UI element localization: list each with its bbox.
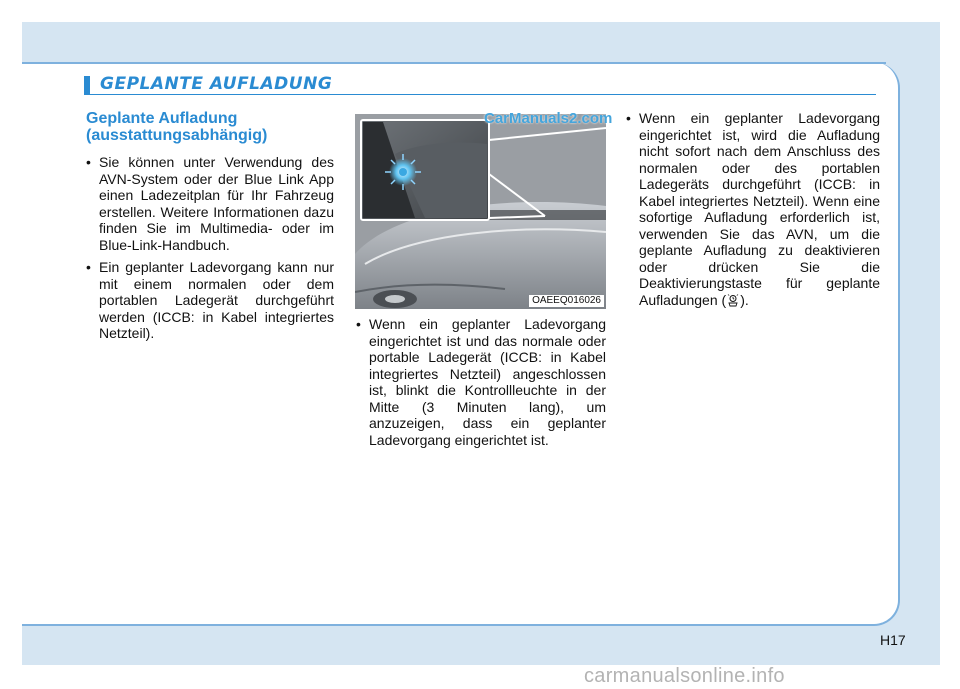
- panel-top-border: [22, 62, 886, 64]
- scheduled-charging-icon: [726, 293, 740, 307]
- car-hood-illustration: [355, 114, 606, 309]
- watermark-top: CarManuals2.com: [484, 110, 613, 127]
- bullet-text: Wenn ein geplanter Ladevorgang eingerichtet ist, wird die Aufladung nicht sofort nach dem Anschluss des normalen oder des portablen Ladegeräts durchgeführt (ICCB: in Kabel integriertes Netzteil). Wenn eine sofortige Aufladung erforderlich ist, verwenden Sie das AVN, um die geplante Aufladung zu deaktivieren oder drücken Sie die Deaktivierungstaste für geplante Aufladungen (: [639, 110, 880, 308]
- car-hood-drawing: [355, 114, 606, 309]
- figure-code: OAEEQ016026: [529, 295, 604, 307]
- page-number: H17: [880, 632, 906, 648]
- bullet-list: [626, 110, 880, 308]
- watermark-bottom: carmanualsonline.info: [584, 665, 785, 687]
- bullet-item: [626, 110, 880, 308]
- subheading-line-2: (ausstattungsabhängig): [86, 127, 268, 144]
- section-divider: [84, 94, 876, 95]
- bullet-list: [356, 316, 606, 448]
- column-left: [86, 110, 334, 348]
- column-middle: [356, 316, 606, 454]
- section-marker: [84, 76, 90, 94]
- bullet-list: [86, 154, 334, 342]
- bullet-item: • Ein geplanter Ladevorgang kann nur mit einem normalen oder dem portablen Ladegerät durchgeführt werden (ICCB: in Kabel integriertes Netzteil).: [86, 259, 334, 342]
- bullet-suffix: ).: [740, 291, 749, 308]
- bullet-item: • Wenn ein geplanter Ladevorgang eingerichtet ist und das normale oder portable Ladegerät (ICCB: in Kabel integriertes Netzteil) angeschlossen ist, blinkt die Kontrollleuchte in der Mitte (3 Minuten lang), um anzuzeigen, dass ein geplanter Ladevorgang eingerichtet ist.: [356, 316, 606, 448]
- bullet-item: • Sie können unter Verwendung des AVN-System oder der Blue Link App einen Ladezeitplan für Ihr Fahrzeug erstellen. Weitere Informationen dazu finden Sie im Multimedia- oder im Blue-Link-Handbuch.: [86, 154, 334, 253]
- section-title: GEPLANTE AUFLADUNG: [100, 74, 333, 94]
- subheading-line-1: Geplante Aufladung: [86, 110, 238, 127]
- column-right: [626, 110, 880, 314]
- subheading: [86, 110, 334, 144]
